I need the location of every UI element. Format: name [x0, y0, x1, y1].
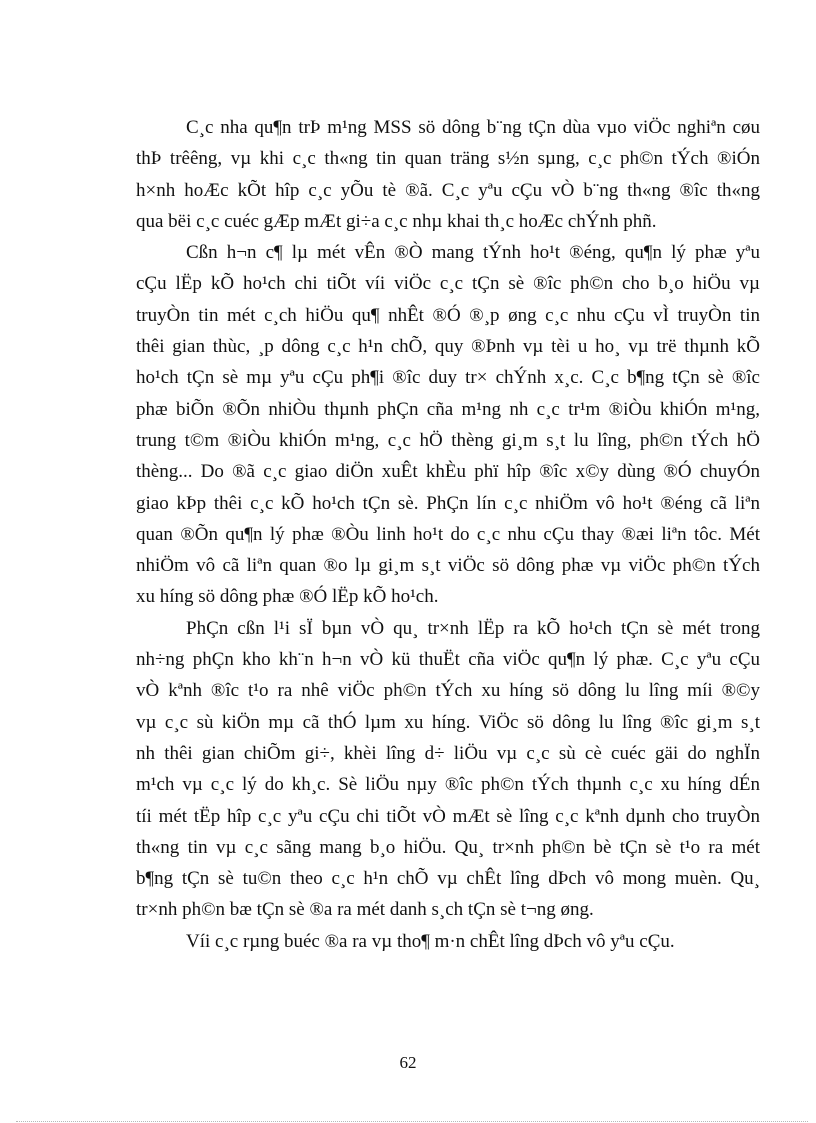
text-line: b¶ng tÇn sè tu©n theo c¸c h¹n chÕ vµ chÊt lîng dÞch vô mong muèn. Qu¸: [136, 868, 760, 890]
paragraph-2: [136, 237, 760, 613]
text-line: ho¹ch tÇn sè mµ yªu cÇu ph¶i ®îc duy tr× chÝnh x¸c. C¸c b¶ng tÇn sè ®îc: [136, 367, 760, 389]
text-line: quan ®Õn qu¶n lý phæ ®Òu linh ho¹t do c¸c nhu cÇu thay ®æi liªn tôc. Mét: [136, 523, 760, 545]
text-line: trung t©m ®iÒu khiÓn m¹ng, c¸c hÖ thèng gi¸m s¸t lu lîng, ph©n tÝch hÖ: [136, 429, 760, 451]
paragraph-1: [136, 112, 760, 237]
text-line: vµ c¸c sù kiÖn mµ cã thÓ lµm xu híng. ViÖc sö dông lu lîng ®îc gi¸m s¸t: [136, 711, 760, 733]
text-line: nh÷ng phÇn kho kh¨n h¬n vÒ kü thuËt cña viÖc qu¶n lý phæ. C¸c yªu cÇu: [136, 649, 760, 671]
text-line: tr×nh ph©n bæ tÇn sè ®a ra mét danh s¸ch tÇn sè t¬ng øng.: [136, 899, 594, 921]
paragraph-3: [136, 613, 760, 926]
text-line: vÒ kªnh ®îc t¹o ra nhê viÖc ph©n tÝch xu híng sö dông lu lîng míi ®©y: [136, 680, 760, 702]
text-line: nhiÖm vô cã liªn quan ®o lµ gi¸m s¸t viÖc sö dông phæ vµ viÖc ph©n tÝch: [136, 555, 760, 577]
text-line: th«ng tin vµ c¸c sãng mang b¸o hiÖu. Qu¸ tr×nh ph©n bè tÇn sè t¹o ra mét: [136, 836, 760, 858]
text-line: thÞ trêêng, vµ khi c¸c th«ng tin quan träng s½n sµng, c¸c ph©n tÝch ®iÓn: [136, 148, 760, 170]
text-line: thèng... Do ®ã c¸c giao diÖn xuÊt khÈu phï hîp ®îc x©y dùng ®Ó chuyÓn: [136, 461, 760, 483]
body-text: [136, 112, 760, 957]
text-line: phæ biÕn ®Õn nhiÒu thµnh phÇn cña m¹ng nh c¸c tr¹m ®iÒu khiÓn m¹ng,: [136, 398, 760, 420]
text-line: cÇu lËp kÕ ho¹ch chi tiÕt víi viÖc c¸c tÇn sè ®îc ph©n cho b¸o hiÖu vµ: [136, 273, 760, 295]
text-line: tíi mét tËp hîp c¸c yªu cÇu chi tiÕt vÒ mÆt sè lîng c¸c kªnh dµnh cho truyÒn: [136, 805, 760, 827]
text-line: m¹ch vµ c¸c lý do kh¸c. Sè liÖu nµy ®îc ph©n tÝch thµnh c¸c xu híng dÉn: [136, 774, 760, 796]
text-line: h×nh hoÆc kÕt hîp c¸c yÕu tè ®ã. C¸c yªu cÇu vÒ b¨ng th«ng ®îc th«ng: [136, 179, 760, 201]
text-line: Cßn h¬n c¶ lµ mét vÊn ®Ò mang tÝnh ho¹t ®éng, qu¶n lý phæ yªu: [186, 242, 760, 264]
paragraph-4: [136, 926, 760, 957]
text-line: giao kÞp thêi c¸c kÕ ho¹ch tÇn sè. PhÇn lín c¸c nhiÖm vô ho¹t ®éng cã liªn: [136, 492, 760, 514]
text-line: C¸c nha qu¶n trÞ m¹ng MSS sö dông b¨ng tÇn dùa vµo viÖc nghiªn cøu: [186, 117, 760, 138]
text-line: qua bëi c¸c cuéc gÆp mÆt gi÷a c¸c nhµ khai th¸c hoÆc chÝnh phñ.: [136, 210, 657, 232]
text-line: truyÒn tin mét c¸ch hiÖu qu¶ nhÊt ®Ó ®¸p øng c¸c nhu cÇu vÌ truyÒn tin: [136, 304, 760, 326]
text-line: PhÇn cßn l¹i sÏ bµn vÒ qu¸ tr×nh lËp ra kÕ ho¹ch tÇn sè mét trong: [186, 617, 760, 639]
text-line: thêi gian thùc, ¸p dông c¸c h¹n chÕ, quy ®Þnh vµ tèi u ho¸ vµ trë thµnh kÕ: [136, 336, 760, 358]
page-number: 62: [399, 1053, 417, 1072]
text-line: nh thêi gian chiÕm gi÷, khèi lîng d÷ liÖu vµ c¸c sù cè cuéc gäi do nghÏn: [136, 742, 760, 764]
page-break-divider: [16, 1121, 808, 1122]
text-line: xu híng sö dông phæ ®Ó lËp kÕ ho¹ch.: [136, 586, 439, 608]
text-line: Víi c¸c rµng buéc ®a ra vµ tho¶ m·n chÊt lîng dÞch vô yªu cÇu.: [186, 930, 675, 952]
